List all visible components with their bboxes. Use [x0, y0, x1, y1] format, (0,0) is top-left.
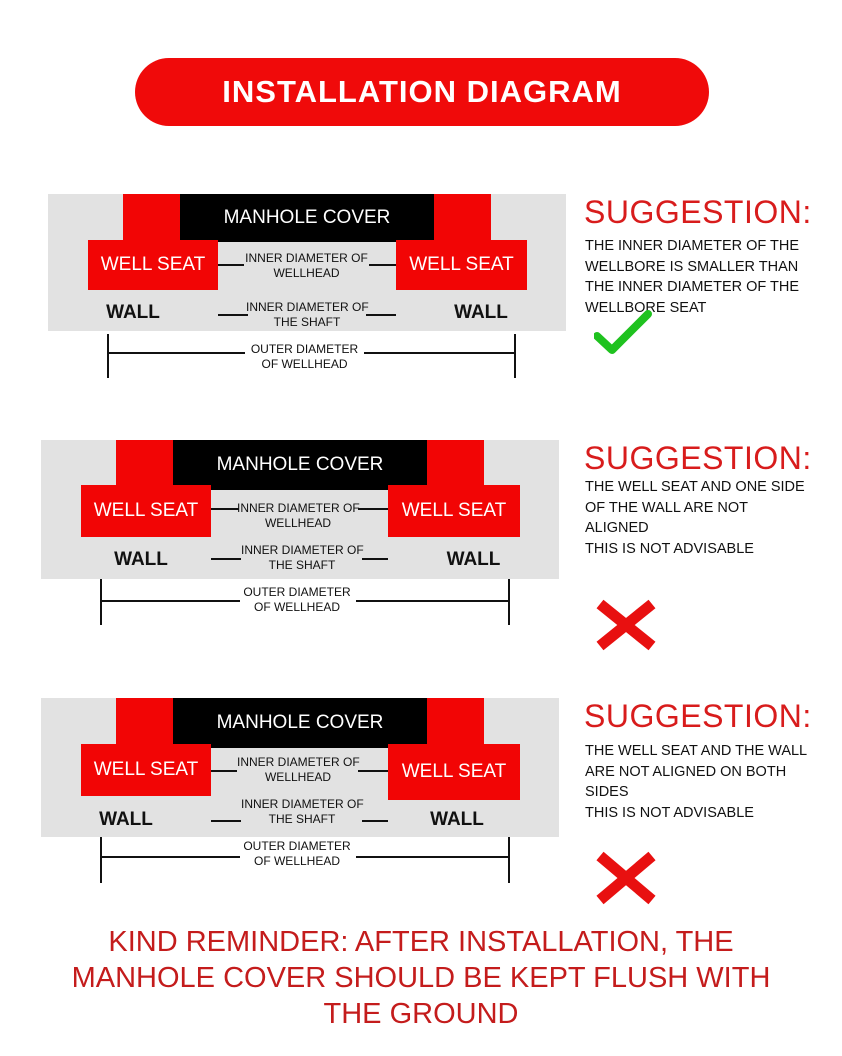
dimension-line — [218, 314, 248, 316]
wall-label: WALL — [454, 301, 508, 323]
manhole-cover-label: MANHOLE COVER — [223, 207, 391, 228]
suggestion-line: THE INNER DIAMETER OF THE — [585, 238, 800, 254]
dimension-line — [211, 770, 237, 772]
label-line: THE SHAFT — [273, 315, 341, 329]
wall-label: WALL — [446, 548, 501, 570]
dimension-line — [362, 820, 388, 822]
well-seat-right — [388, 485, 520, 537]
suggestion-title: SUGGESTION: — [584, 440, 812, 476]
suggestion-line: THE WELL SEAT AND ONE SIDE — [585, 479, 805, 495]
suggestion-line: WELLBORE SEAT — [585, 299, 707, 316]
well-seat-label: WELL SEAT — [100, 254, 206, 275]
manhole-cover — [180, 194, 434, 242]
diagram-section-1 — [0, 194, 842, 394]
label-line: THE SHAFT — [268, 812, 336, 826]
label-line: INNER DIAMETER OF — [241, 797, 364, 811]
well-seat-right — [396, 240, 527, 290]
dimension-line — [364, 352, 516, 354]
wall-right — [388, 540, 559, 579]
suggestion-line: OF THE WALL ARE NOT — [585, 499, 749, 516]
outer-wellhead-label — [238, 585, 356, 615]
dimension-line — [211, 508, 239, 510]
cross-icon — [594, 598, 658, 652]
reminder-line: MANHOLE COVER SHOULD BE KEPT FLUSH WITH — [71, 962, 771, 994]
dimension-line — [211, 558, 241, 560]
dimension-line — [362, 558, 388, 560]
suggestion-text — [585, 477, 805, 559]
outer-wellhead-label — [245, 342, 364, 372]
wall-left — [48, 294, 218, 331]
well-seat-label: WELL SEAT — [401, 500, 507, 521]
label-line: WELLHEAD — [264, 770, 332, 784]
suggestion-line: SIDES — [585, 784, 629, 800]
manhole-cover — [173, 698, 427, 748]
inner-shaft-label — [246, 300, 368, 330]
suggestion-text — [585, 741, 807, 823]
dimension-line — [366, 314, 396, 316]
label-line: OUTER DIAMETER — [243, 839, 351, 853]
dimension-line — [356, 856, 510, 858]
dimension-line — [356, 600, 510, 602]
label-line: INNER DIAMETER OF — [237, 501, 360, 515]
inner-wellhead-label — [244, 251, 369, 281]
suggestion-title: SUGGESTION: — [584, 698, 812, 734]
dimension-line — [358, 770, 388, 772]
seat-rim-right — [427, 440, 484, 488]
dimension-line — [358, 508, 388, 510]
well-seat-label: WELL SEAT — [93, 500, 199, 521]
manhole-cover-label: MANHOLE COVER — [216, 712, 384, 733]
suggestion-line: ARE NOT ALIGNED ON BOTH — [585, 763, 787, 780]
well-seat-label: WELL SEAT — [409, 254, 514, 275]
label-line: OF WELLHEAD — [261, 357, 348, 371]
wall-label: WALL — [106, 301, 160, 323]
wall-label: WALL — [114, 548, 168, 570]
dimension-tick-left — [107, 334, 109, 378]
seat-rim-left — [123, 194, 180, 242]
manhole-cover-label: MANHOLE COVER — [216, 454, 384, 475]
kind-reminder — [60, 924, 782, 1032]
inner-wellhead-label — [237, 501, 359, 531]
diagram-section-3 — [0, 698, 842, 898]
label-line: INNER DIAMETER OF — [245, 251, 368, 265]
dimension-tick-right — [514, 334, 516, 378]
suggestion-line: ALIGNED — [585, 520, 649, 536]
dimension-tick-left — [100, 579, 102, 625]
suggestion-line: THIS IS NOT ADVISABLE — [585, 540, 754, 557]
label-line: OF WELLHEAD — [253, 854, 340, 868]
dimension-line — [100, 600, 240, 602]
manhole-cover — [173, 440, 427, 490]
seat-rim-right — [434, 194, 491, 242]
label-line: THE SHAFT — [268, 558, 336, 572]
wall-right — [388, 802, 526, 837]
reminder-line: KIND REMINDER: AFTER INSTALLATION, THE — [108, 926, 734, 958]
title-banner — [135, 58, 709, 126]
reminder-line: THE GROUND — [323, 998, 519, 1030]
wall-left — [41, 802, 211, 837]
page-title: INSTALLATION DIAGRAM — [222, 74, 622, 109]
suggestion-line: THE WELL SEAT AND THE WALL — [585, 743, 808, 759]
well-seat-left — [88, 240, 218, 290]
well-seat-right — [388, 744, 520, 800]
well-seat-left — [81, 744, 211, 796]
checkmark-icon — [594, 310, 652, 356]
suggestion-line: WELLBORE IS SMALLER THAN — [585, 258, 799, 275]
well-seat-label: WELL SEAT — [401, 761, 507, 782]
diagram-section-2 — [0, 440, 842, 640]
label-line: INNER DIAMETER OF — [237, 755, 360, 769]
dimension-line — [218, 264, 244, 266]
wall-label: WALL — [99, 808, 153, 830]
dimension-line — [369, 264, 396, 266]
suggestion-text — [585, 236, 799, 318]
dimension-line — [100, 856, 240, 858]
inner-shaft-label — [241, 797, 363, 827]
label-line: WELLHEAD — [264, 516, 332, 530]
well-seat-label: WELL SEAT — [93, 759, 199, 780]
dimension-tick-right — [508, 579, 510, 625]
suggestion-line: THE INNER DIAMETER OF THE — [585, 279, 800, 295]
label-line: INNER DIAMETER OF — [241, 543, 364, 557]
seat-rim-left — [116, 698, 173, 746]
inner-shaft-label — [241, 543, 363, 573]
label-line: WELLHEAD — [273, 266, 340, 280]
label-line: OUTER DIAMETER — [243, 585, 351, 599]
label-line: OF WELLHEAD — [253, 600, 340, 614]
inner-wellhead-label — [237, 755, 359, 785]
wall-right — [396, 294, 566, 331]
suggestion-title: SUGGESTION: — [584, 194, 812, 230]
label-line: OUTER DIAMETER — [250, 342, 359, 356]
suggestion-line: THIS IS NOT ADVISABLE — [585, 804, 754, 821]
label-line: INNER DIAMETER OF — [246, 300, 369, 314]
cross-icon — [594, 850, 658, 906]
dimension-tick-right — [508, 837, 510, 883]
dimension-line — [107, 352, 245, 354]
seat-rim-right — [427, 698, 484, 746]
wall-label: WALL — [430, 808, 484, 830]
dimension-tick-left — [100, 837, 102, 883]
well-seat-left — [81, 485, 211, 537]
seat-rim-left — [116, 440, 173, 488]
outer-wellhead-label — [238, 839, 356, 869]
dimension-line — [211, 820, 241, 822]
